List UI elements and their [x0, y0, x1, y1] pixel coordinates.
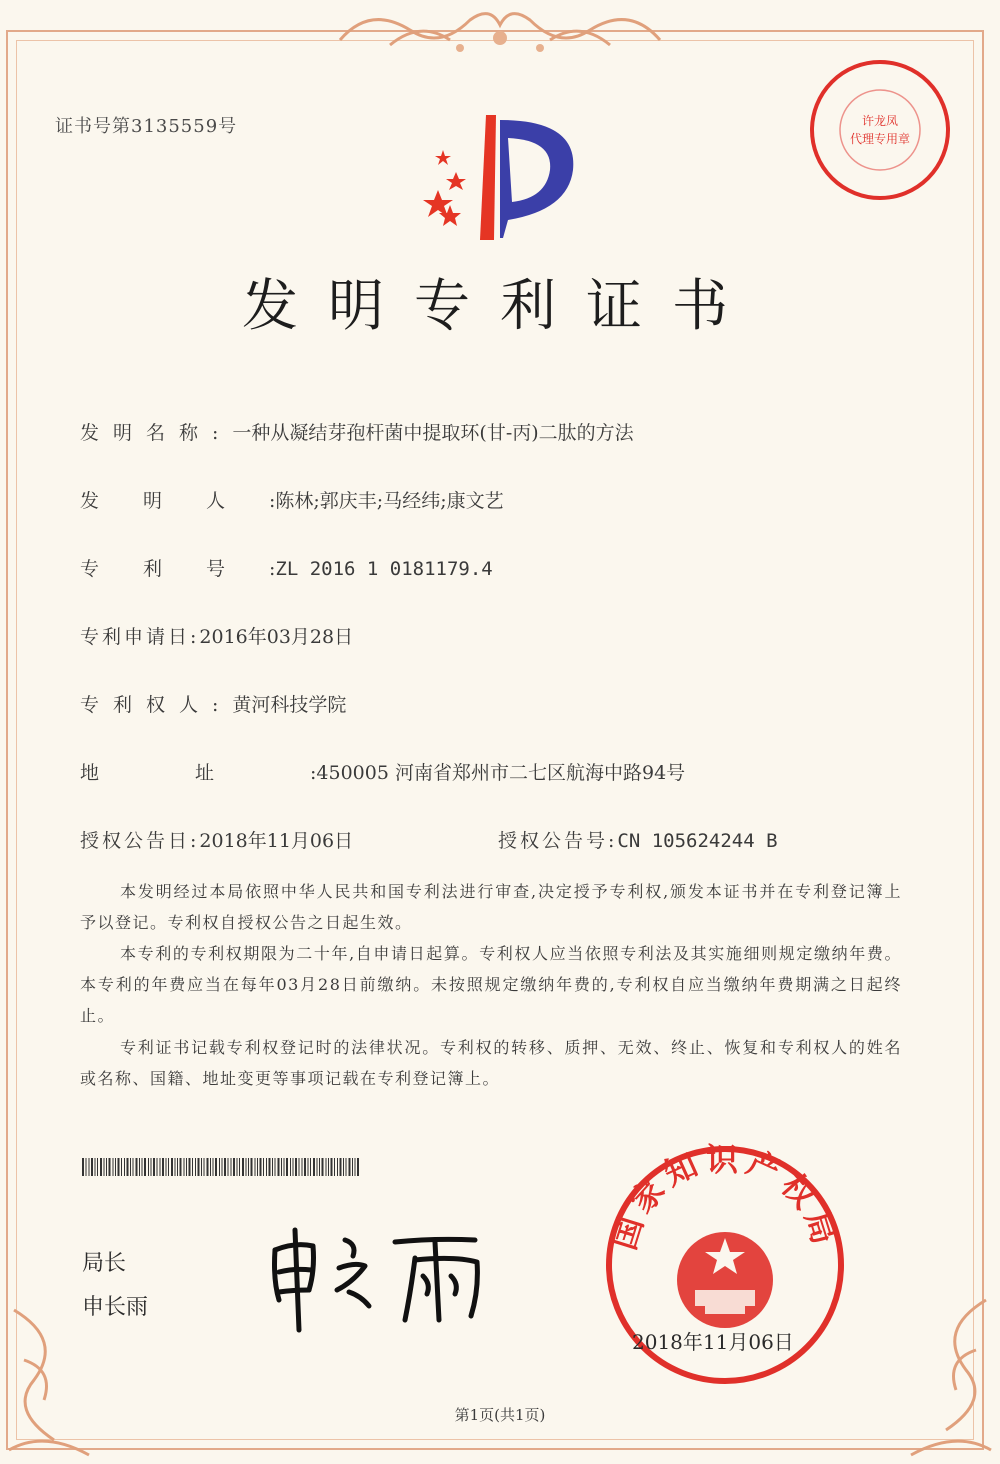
inventors-label: 发明人: — [80, 490, 320, 512]
barcode — [82, 1158, 362, 1176]
address-value: 450005 河南省郑州市二七区航海中路94号 — [316, 762, 686, 784]
grant-no-row — [498, 826, 778, 853]
invention-name-value: 一种从凝结芽孢杆菌中提取环(甘-丙)二肽的方法 — [232, 422, 634, 444]
grant-date-row — [80, 826, 353, 853]
inventors-value: 陈林;郭庆丰;马经纬;康文艺 — [275, 490, 504, 512]
application-date-value: 2016年03月28日 — [199, 626, 354, 648]
svg-text:许龙凤: 许龙凤 — [861, 114, 899, 128]
grant-date-label: 授权公告日: — [80, 830, 200, 852]
address-label: 地址: — [80, 762, 413, 784]
agency-seal — [805, 55, 955, 205]
patent-office-logo — [408, 110, 588, 250]
paragraph-grant-statement: 本发明经过本局依照中华人民共和国专利法进行审查,决定授予专利权,颁发本证书并在专利登记簿上予以登记。专利权自授权公告之日起生效。 — [80, 882, 902, 932]
patentee-value: 黄河科技学院 — [232, 694, 347, 716]
grant-no-value: CN 105624244 B — [617, 830, 778, 852]
top-ornament — [330, 0, 670, 60]
grant-no-label: 授权公告号: — [498, 830, 618, 852]
patent-no-label: 专利号: — [80, 558, 320, 580]
patent-no-value: ZL 2016 1 0181179.4 — [275, 558, 493, 580]
certificate-title: 发明专利证书 — [242, 274, 758, 339]
application-date-row — [80, 622, 353, 649]
svg-text:国家知识产权局: 国家知识产权局 — [604, 1140, 846, 1255]
application-date-label: 专利申请日: — [80, 626, 200, 648]
invention-name-label: 发明名称: — [80, 422, 233, 444]
grant-date-value: 2018年11月06日 — [199, 830, 354, 852]
director-signature — [265, 1220, 515, 1340]
patentee-row — [80, 690, 346, 717]
invention-name-row — [80, 418, 634, 445]
certificate-number: 证书号第3135559号 — [55, 116, 238, 137]
svg-text:代理专用章: 代理专用章 — [849, 132, 911, 146]
patentee-label: 专利权人: — [80, 694, 233, 716]
paragraph-term-and-fees: 本专利的专利权期限为二十年,自申请日起算。专利权人应当依照专利法及其实施细则规定缴纳年费。本专利的年费应当在每年03月28日前缴纳。未按照规定缴纳年费的,专利权自应当缴纳年费期满之日起终止。 — [80, 944, 902, 1025]
bottom-right-ornament — [906, 1290, 996, 1460]
address-row — [80, 758, 685, 785]
director-title: 局长 — [82, 1251, 127, 1276]
paragraph-legal-status: 专利证书记载专利权登记时的法律状况。专利权的转移、质押、无效、终止、恢复和专利权人的姓名或名称、国籍、地址变更等事项记载在专利登记簿上。 — [80, 1038, 902, 1088]
director-name: 申长雨 — [82, 1295, 149, 1320]
bottom-left-ornament — [4, 1300, 94, 1460]
page-number: 第1页(共1页) — [454, 1406, 546, 1424]
inventors-row — [80, 486, 504, 513]
patent-no-row — [80, 554, 493, 581]
seal-date: 2018年11月06日 — [632, 1330, 794, 1354]
